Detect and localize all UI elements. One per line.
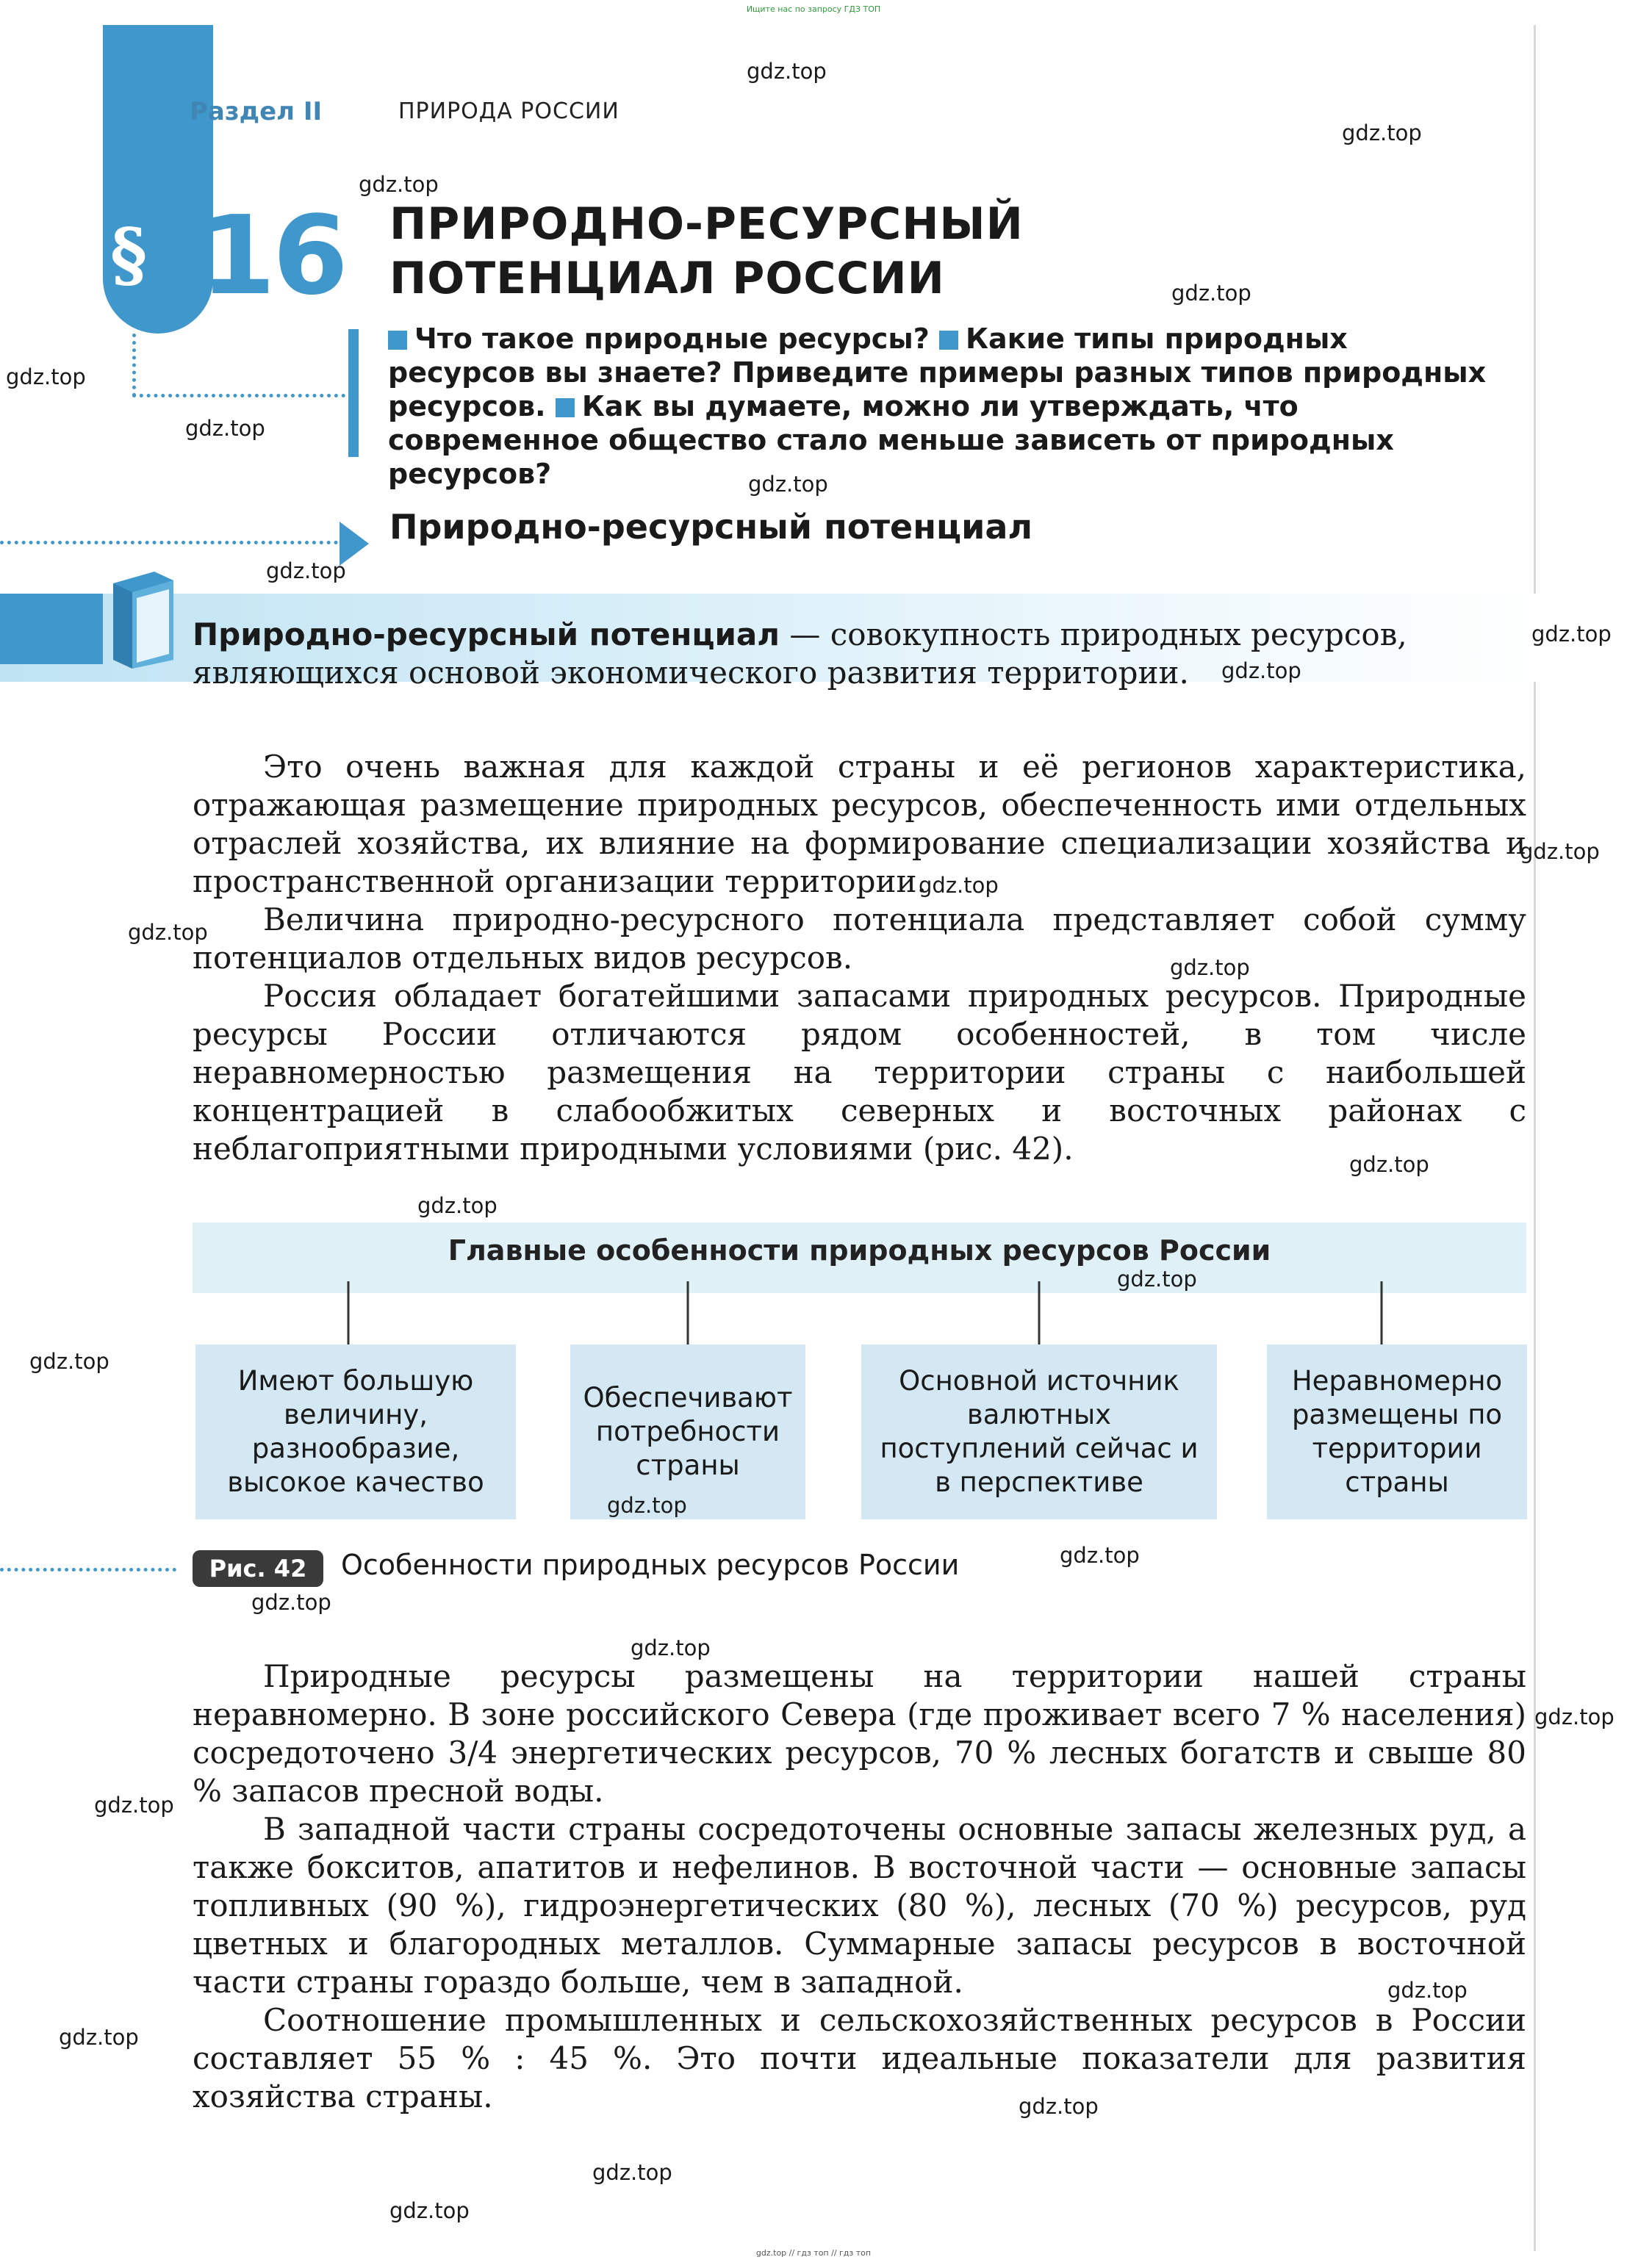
top-note: Ищите нас по запросу ГДЗ ТОП bbox=[746, 4, 881, 14]
watermark: gdz.top bbox=[919, 873, 999, 898]
definition-body: — совокупность природных ресурсов, являющихся основой экономического развития территории. bbox=[193, 616, 1407, 691]
paragraph-text: Природные ресурсы размещены на территории нашей страны неравномерно. В зоне российского Севера (где проживает всего 7 % населения) сосредоточено 3/4 энергетических ресурсов, 70 % лесных богатств и свыше 80 % запасов пресной воды. bbox=[193, 1658, 1526, 1809]
watermark: gdz.top bbox=[1534, 1704, 1615, 1729]
watermark: gdz.top bbox=[6, 364, 86, 389]
dotted-connector bbox=[0, 1568, 176, 1572]
bullet-square-icon bbox=[939, 331, 958, 350]
watermark: gdz.top bbox=[1019, 2094, 1099, 2119]
watermark: gdz.top bbox=[185, 416, 265, 441]
watermark: gdz.top bbox=[1117, 1267, 1197, 1292]
watermark: gdz.top bbox=[1342, 120, 1422, 145]
watermark: gdz.top bbox=[1520, 839, 1600, 864]
paragraph-sign: § bbox=[110, 213, 148, 296]
watermark: gdz.top bbox=[266, 558, 346, 583]
watermark: gdz.top bbox=[251, 1590, 331, 1615]
watermark: gdz.top bbox=[128, 920, 208, 945]
body-text-2 bbox=[193, 1657, 1526, 2116]
diagram-connectors bbox=[193, 1281, 1526, 1347]
watermark: gdz.top bbox=[417, 1193, 498, 1218]
watermark: gdz.top bbox=[59, 2025, 139, 2050]
section-title: ПРИРОДА РОССИИ bbox=[398, 98, 619, 124]
definition-stripe bbox=[0, 594, 103, 664]
definition-text bbox=[193, 616, 1526, 692]
title-line-2: ПОТЕНЦИАЛ РОССИИ bbox=[389, 253, 945, 304]
diagram-title: Главные особенности природных ресурсов России bbox=[448, 1234, 1271, 1267]
figure-label: Рис. 42 bbox=[193, 1550, 323, 1587]
diagram-box-3: Основной источник валютных поступлений сейчас и в перспективе bbox=[861, 1344, 1217, 1519]
question-2: Какие типы природных ресурсов вы знаете? Приведите примеры разных типов природных ресурсов. bbox=[388, 323, 1487, 422]
watermark: gdz.top bbox=[389, 2198, 470, 2223]
watermark: gdz.top bbox=[592, 2160, 672, 2185]
paragraph-text: Величина природно-ресурсного потенциала представляет собой сумму потенциалов отдельных видов ресурсов. bbox=[193, 901, 1526, 976]
title-line-1: ПРИРОДНО-РЕСУРСНЫЙ bbox=[389, 198, 1024, 250]
watermark: gdz.top bbox=[748, 472, 828, 497]
question-1: Что такое природные ресурсы? bbox=[414, 323, 930, 355]
paragraph-number: 16 bbox=[200, 192, 345, 319]
bullet-square-icon bbox=[556, 398, 575, 417]
watermark: gdz.top bbox=[607, 1493, 687, 1518]
paragraph-text: В западной части страны сосредоточены основные запасы железных руд, а также бокситов, апатитов и нефелинов. В восточной части — основные запасы топливных (90 %), гидроэнергетических (80 %), лесных (70 %) ресурсов, руд цветных и благородных металлов. Суммарные запасы ресурсов в восточной части страны гораздо больше, чем в западной. bbox=[193, 1811, 1526, 2000]
intro-questions bbox=[388, 322, 1490, 491]
watermark: gdz.top bbox=[1170, 955, 1250, 980]
watermark: gdz.top bbox=[1349, 1152, 1429, 1177]
dotted-connector bbox=[132, 334, 136, 397]
definition-term: Природно-ресурсный потенциал bbox=[193, 616, 780, 652]
bullet-square-icon bbox=[388, 331, 407, 350]
watermark: gdz.top bbox=[631, 1635, 711, 1660]
figure-caption: Особенности природных ресурсов России bbox=[341, 1549, 960, 1581]
watermark: gdz.top bbox=[1387, 1978, 1468, 2003]
section-label: Раздел II bbox=[190, 97, 323, 126]
watermark: gdz.top bbox=[1060, 1543, 1140, 1568]
watermark: gdz.top bbox=[359, 172, 439, 197]
diagram-box-1: Имеют большую величину, разнообразие, высокое качество bbox=[195, 1344, 516, 1519]
watermark: gdz.top bbox=[29, 1349, 109, 1374]
dotted-connector bbox=[132, 394, 345, 397]
diagram-box-2: Обеспечивают потребности страны bbox=[570, 1344, 805, 1519]
paragraph-text: Россия обладает богатейшими запасами природных ресурсов. Природные ресурсы России отличаются рядом особенностей, в том числе неравномерностью размещения на территории страны с наибольшей концентрацией в слабообжитых северных и восточных районах с неблагоприятными природными условиями (рис. 42). bbox=[193, 978, 1526, 1167]
bottom-note: gdz.top // гдз топ // гдз топ bbox=[755, 2248, 872, 2258]
book-icon bbox=[103, 566, 184, 669]
body-text-1 bbox=[193, 748, 1526, 1168]
watermark: gdz.top bbox=[1221, 658, 1301, 683]
questions-bar bbox=[348, 329, 359, 457]
paragraph-text: Это очень важная для каждой страны и её регионов характеристика, отражающая размещение природных ресурсов, обеспеченность ими отдельных отраслей хозяйства, их влияние на формирование специализации хозяйства и пространственной организации территории. bbox=[193, 749, 1526, 899]
question-3: Как вы думаете, можно ли утверждать, что современное общество стало меньше зависеть от природных ресурсов? bbox=[388, 390, 1394, 490]
subheading: Природно-ресурсный потенциал bbox=[389, 507, 1033, 547]
dotted-connector bbox=[0, 541, 338, 544]
watermark: gdz.top bbox=[1531, 622, 1612, 647]
diagram-box-4: Неравномерно размещены по территории страны bbox=[1267, 1344, 1527, 1519]
page-title bbox=[389, 197, 1536, 306]
watermark: gdz.top bbox=[94, 1793, 174, 1818]
watermark: gdz.top bbox=[747, 59, 827, 84]
paragraph-text: Соотношение промышленных и сельскохозяйственных ресурсов в России составляет 55 % : 45 %. Это почти идеальные показатели для развития хозяйства страны. bbox=[193, 2002, 1526, 2114]
watermark: gdz.top bbox=[1171, 281, 1251, 306]
